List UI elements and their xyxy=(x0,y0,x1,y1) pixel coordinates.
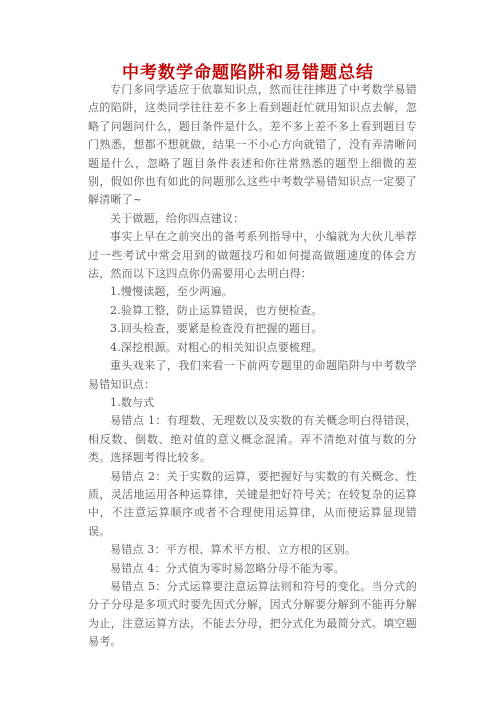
list-item-error-1: 易错点 1：有理数、无理数以及实数的有关概念明白得错误，相反数、倒数、绝对值的意义概念混淆。弄不清绝对值与数的分类。选择题考得比较多。 xyxy=(88,414,417,465)
paragraph-transition: 重头戏来了，我们来看一下前两专题里的命题陷阱与中考数学易错知识点： xyxy=(88,359,417,391)
paragraph-advice-intro: 事实上早在之前突出的备考系列指导中，小编就为大伙儿举荐过一些考试中常会用到的做题技巧和如何提高做题速度的体会方法，然而以下这四点你仍需要用心去明白得： xyxy=(88,230,417,281)
list-item-tip-2: 2.验算工整，防止运算错误，也方便检查。 xyxy=(110,303,323,317)
list-item-tip-1: 1.慢慢读题，至少两遍。 xyxy=(110,285,233,299)
document-title: 中考数学命题陷阱和易错题总结 xyxy=(122,63,374,83)
paragraph-intro: 专门多同学适应于依靠知识点，然而往往摔进了中考数学易错点的陷阱，这类同学往往差不多上看到题赶忙就用知识点去解，忽略了问题问什么，题目条件是什么。差不多上差不多上看到题目专门熟悉，想都不想就做，结果一不小心方向就错了，没有弄清晰问题是什么，忽略了题目条件表述和你往常熟悉的题型上细微的差别，假如你也有如此的问题那么这些中考数学易错知识点一定要了解清晰了~ xyxy=(88,83,417,207)
list-item-error-3: 易错点 3：平方根、算术平方根、立方根的区别。 xyxy=(110,543,357,557)
section-heading-numbers: 1.数与式 xyxy=(110,395,155,409)
paragraph-advice-heading: 关于做题，给你四点建议： xyxy=(110,211,245,225)
document-body xyxy=(88,81,417,652)
list-item-error-5: 易错点 5：分式运算要注意运算法则和符号的变化。当分式的分子分母是多项式时要先因式分解，因式分解要分解到不能再分解为止，注意运算方法，不能去分母，把分式化为最简分式。填空题易考。 xyxy=(88,579,417,649)
list-item-error-2: 易错点 2：关于实数的运算，要把握好与实数的有关概念、性质，灵活地运用各种运算律，关键是把好符号关；在较复杂的运算中，不注意运算顺序或者不合理使用运算律，从而使运算显现错误。 xyxy=(88,469,417,538)
list-item-error-4: 易错点 4：分式值为零时易忽略分母不能为零。 xyxy=(110,561,345,575)
list-item-tip-3: 3.回头检查，要紧是检查没有把握的题目。 xyxy=(110,322,323,336)
list-item-tip-4: 4.深挖根源。对粗心的相关知识点要梳理。 xyxy=(110,340,323,354)
